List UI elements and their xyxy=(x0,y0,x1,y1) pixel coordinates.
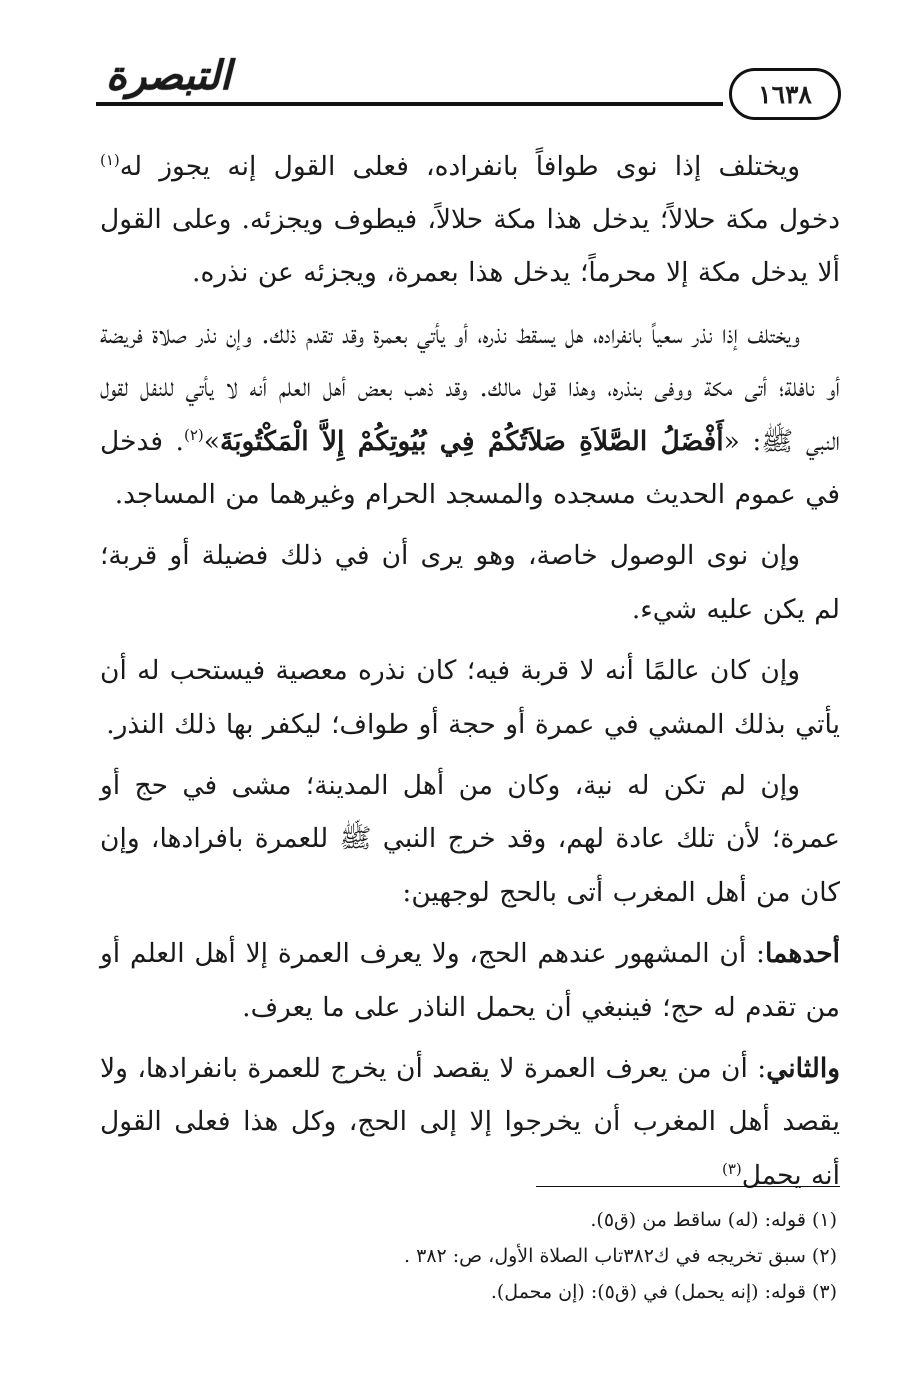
footnote-marker: (٢) xyxy=(183,425,204,444)
footnote-3: (٣) قوله: (إنه يحمل) في (ق٥): (إن محمل). xyxy=(490,1281,837,1303)
paragraph xyxy=(100,1042,840,1202)
paragraph xyxy=(100,644,840,750)
header-rule xyxy=(96,102,723,106)
footnote-marker: (١) xyxy=(100,151,120,170)
footnote-1: (١) قوله: (له) ساقط من (ق٥). xyxy=(590,1209,837,1231)
footnotes xyxy=(300,1202,837,1310)
book-title: التبصرة xyxy=(106,52,232,99)
text-segment: وإن كان عالمًا أنه لا قربة فيه؛ كان نذره معصية فيستحب له أن يأتي بذلك المشي في عمرة أو حجة أو طواف؛ ليكفر بها ذلك النذر. xyxy=(100,655,840,740)
paragraph xyxy=(100,759,840,919)
text-segment: : أن من يعرف العمرة لا يقصد أن يخرج للعمرة بانفرادها، ولا يقصد أهل المغرب أن يخرجوا إلا إلى الحج، وكل هذا فعلى القول أنه يحمل xyxy=(100,1053,840,1191)
body-text xyxy=(100,140,840,1210)
footnote-marker: (٣) xyxy=(721,1159,742,1178)
paragraph xyxy=(100,140,840,300)
footnote-2: (٢) سبق تخريجه في ك٣٨٢تاب الصلاة الأول، ص: ٣٨٢ . xyxy=(404,1245,837,1267)
text-segment: وإن لم تكن له نية، وكان من أهل المدينة؛ مشى في حج أو عمرة؛ لأن تلك عادة لهم، وقد خرج النبي ﷺ للعمرة بافرادها، وإن كان من أهل المغرب أتى بالحج لوجهين: xyxy=(100,770,840,908)
bold-text: أَفْضَلُ الصَّلاَةِ صَلاَتُكُمْ فِي بُيُوتِكُمْ إِلاَّ الْمَكْتُوبَةَ xyxy=(219,425,724,457)
text-segment: : أن المشهور عندهم الحج، ولا يعرف العمرة إلا أهل العلم أو من تقدم له حج؛ فينبغي أن يحمل الناذر على ما يعرف. xyxy=(100,938,840,1023)
paragraph xyxy=(100,308,840,521)
text-segment: دخول مكة حلالاً؛ يدخل هذا مكة حلالاً، فيطوف ويجزئه. وعلى القول ألا يدخل مكة إلا محرماً؛ يدخل هذا بعمرة، ويجزئه عن نذره. xyxy=(100,204,840,289)
text-segment: . فدخل في عموم الحديث مسجده والمسجد الحرام وغيرهما من المساجد. xyxy=(100,425,840,510)
paragraph xyxy=(100,927,840,1033)
bold-text: أحدهما xyxy=(764,938,840,970)
text-segment: وإن نوى الوصول خاصة، وهو يرى أن في ذلك فضيلة أو قربة؛ لم يكن عليه شيء. xyxy=(100,540,840,625)
paragraph xyxy=(100,529,840,635)
text-segment: ويختلف إذا نذر سعياً بانفراده، هل يسقط نذره، أو يأتي بعمرة وقد تقدم ذلك. وإن نذر صلاة فريضة أو نافلة؛ أتى مكة ووفى بنذره، وهذا قول مالك. وقد ذهب بعض أهل العلم أنه لا يأتي للنفل لقول النبي ﷺ: « xyxy=(100,319,840,457)
text-segment: » xyxy=(203,425,220,457)
page-number: ١٦٣٨ xyxy=(729,68,841,120)
page-header xyxy=(96,48,841,118)
text-segment: ويختلف إذا نوى طوافاً بانفراده، فعلى القول إنه يجوز له xyxy=(119,151,800,182)
bold-text: والثاني xyxy=(766,1053,840,1085)
footnote-separator xyxy=(536,1186,840,1187)
